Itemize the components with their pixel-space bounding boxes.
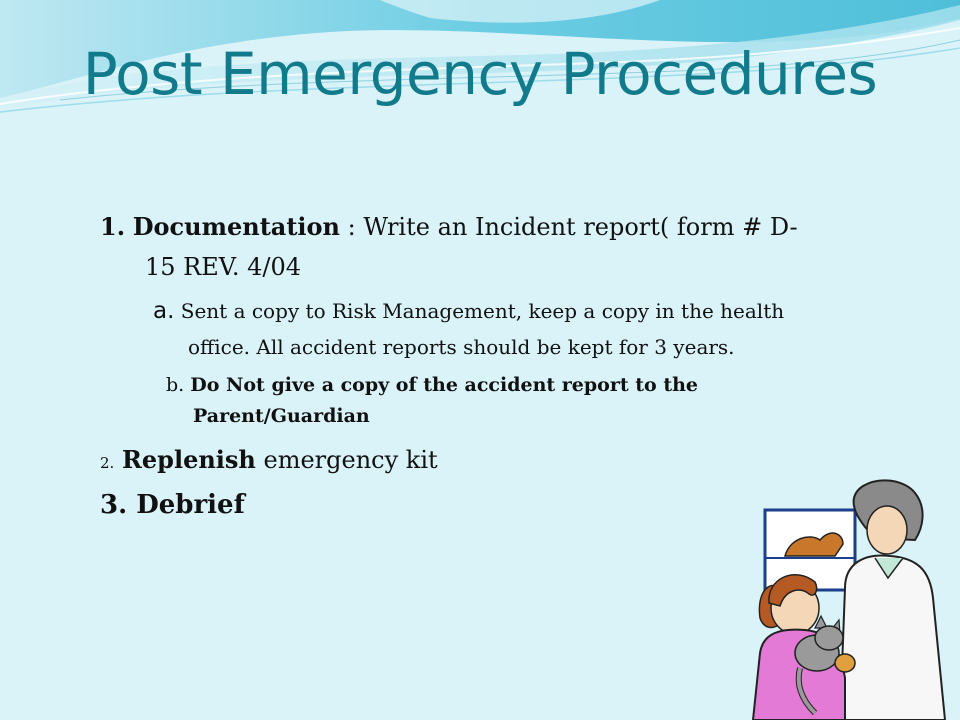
subitem-a-marker: a. <box>153 298 175 324</box>
documentation-number: 1. <box>100 212 126 241</box>
subitem-b-marker: b. <box>166 374 185 396</box>
replenish-label: Replenish <box>121 445 256 474</box>
documentation-text-continued: 15 REV. 4/04 <box>145 253 302 281</box>
subitem-a <box>153 298 784 324</box>
item-debrief: 3. Debrief <box>100 490 245 520</box>
documentation-label: Documentation <box>132 212 340 241</box>
item-documentation <box>100 212 798 241</box>
subitem-a-text-continued: office. All accident reports should be kept for 3 years. <box>188 335 735 359</box>
subitem-b-text-continued: Parent/Guardian <box>193 405 370 427</box>
subitem-b-text: Do Not give a copy of the accident report to the <box>190 374 698 396</box>
subitem-a-text: Sent a copy to Risk Management, keep a copy in the health <box>180 299 785 323</box>
replenish-text: emergency kit <box>263 446 438 474</box>
replenish-number: 2. <box>100 454 115 472</box>
veterinarian-clipart-image <box>745 478 960 720</box>
documentation-text: : Write an Incident report( form # D- <box>347 213 798 241</box>
item-replenish <box>100 445 438 474</box>
subitem-b <box>166 374 698 396</box>
slide-title: Post Emergency Procedures <box>82 40 878 108</box>
